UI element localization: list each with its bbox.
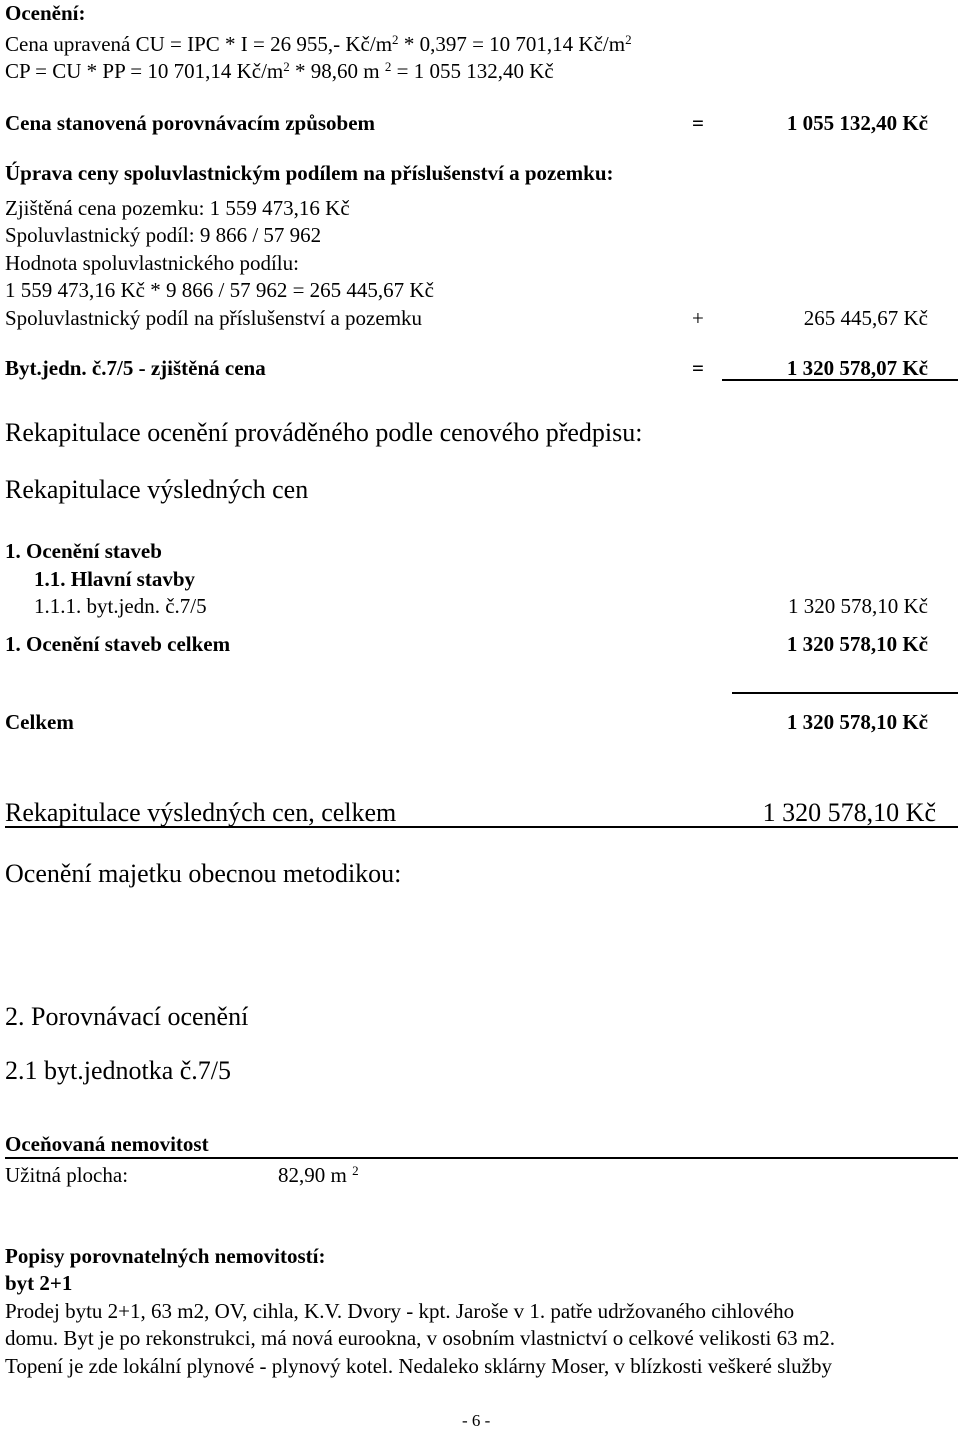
formula-cp-part: * 98,60 m [289,59,385,83]
share-result-value: 265 445,67 Kč [803,306,928,330]
unit-price-sign: = [692,356,704,380]
share-result-sign: + [692,306,704,330]
share-value-formula: 1 559 473,16 Kč * 9 866 / 57 962 = 265 445,67 Kč [5,278,434,302]
general-method-heading: Ocenění majetku obecnou metodikou: [5,859,402,888]
unit-heading: 2.1 byt.jednotka č.7/5 [5,1056,232,1085]
formula-cu [5,31,632,56]
superscript: 2 [392,31,399,47]
unit-row-value: 1 320 578,10 Kč [788,594,928,618]
usable-area-number: 82,90 m [278,1163,353,1187]
main-buildings-heading: 1.1. Hlavní stavby [34,567,196,591]
section-heading-oceneni: Ocenění: [5,1,86,25]
comparable-title: byt 2+1 [5,1271,73,1295]
superscript: 2 [283,58,290,74]
buildings-heading: 1. Ocenění staveb [5,539,162,563]
usable-area-label: Užitná plocha: [5,1163,129,1187]
formula-cu-part: * 0,397 = 10 701,14 Kč/m [398,32,626,56]
recap-total-underline [5,826,958,828]
superscript: 2 [352,1162,359,1178]
recap-regulation-heading: Rekapitulace ocenění prováděného podle cenového předpisu: [5,418,643,447]
unit-price-value: 1 320 578,07 Kč [786,356,928,380]
celkem-value: 1 320 578,10 Kč [786,710,928,734]
comparative-price-value: 1 055 132,40 Kč [786,111,928,135]
formula-cp [5,58,554,83]
recap-total-label: Rekapitulace výsledných cen, celkem [5,798,397,827]
recap-total-value: 1 320 578,10 Kč [762,798,936,827]
formula-cu-part: Cena upravená CU = IPC * I = 26 955,- Kč/m [5,32,393,56]
unit-row-label: 1.1.1. byt.jedn. č.7/5 [34,594,207,618]
unit-price-underline [722,379,958,381]
page-number: - 6 - [462,1411,491,1430]
recap-prices-heading: Rekapitulace výsledných cen [5,475,309,504]
unit-price-label: Byt.jedn. č.7/5 - zjištěná cena [5,356,266,380]
comparables-heading: Popisy porovnatelných nemovitostí: [5,1244,326,1268]
share-result-label: Spoluvlastnický podíl na příslušenství a pozemku [5,306,423,330]
comparative-price-label: Cena stanovená porovnávacím způsobem [5,111,376,135]
share-value-label: Hodnota spoluvlastnického podílu: [5,251,299,275]
celkem-label: Celkem [5,710,74,734]
buildings-total-value: 1 320 578,10 Kč [786,632,928,656]
comparative-valuation-heading: 2. Porovnávací ocenění [5,1002,249,1031]
formula-cp-part: = 1 055 132,40 Kč [391,59,554,83]
total-separator-rule [732,692,958,694]
superscript: 2 [384,58,392,74]
comparable-description-line: Prodej bytu 2+1, 63 m2, OV, cihla, K.V. Dvory - kpt. Jaroše v 1. patře udržovaného cihlového [5,1299,795,1323]
formula-cp-part: CP = CU * PP = 10 701,14 Kč/m [5,59,284,83]
property-heading-rule [5,1157,958,1159]
comparable-description-line: Topení je zde lokální plynové - plynový kotel. Nedaleko sklárny Moser, v blízkosti veškeré služby [5,1354,832,1378]
land-price-line: Zjištěná cena pozemku: 1 559 473,16 Kč [5,196,350,220]
usable-area-value [278,1162,359,1187]
comparable-description-line: domu. Byt je po rekonstrukci, má nová eurookna, v osobním vlastnictví o celkové velikosti 63 m2. [5,1326,835,1350]
buildings-total-label: 1. Ocenění staveb celkem [5,632,231,656]
property-heading: Oceňovaná nemovitost [5,1132,209,1156]
comparative-price-sign: = [692,111,704,135]
section-heading-uprava: Úprava ceny spoluvlastnickým podílem na příslušenství a pozemku: [5,161,614,185]
superscript: 2 [625,31,632,47]
share-line: Spoluvlastnický podíl: 9 866 / 57 962 [5,223,322,247]
